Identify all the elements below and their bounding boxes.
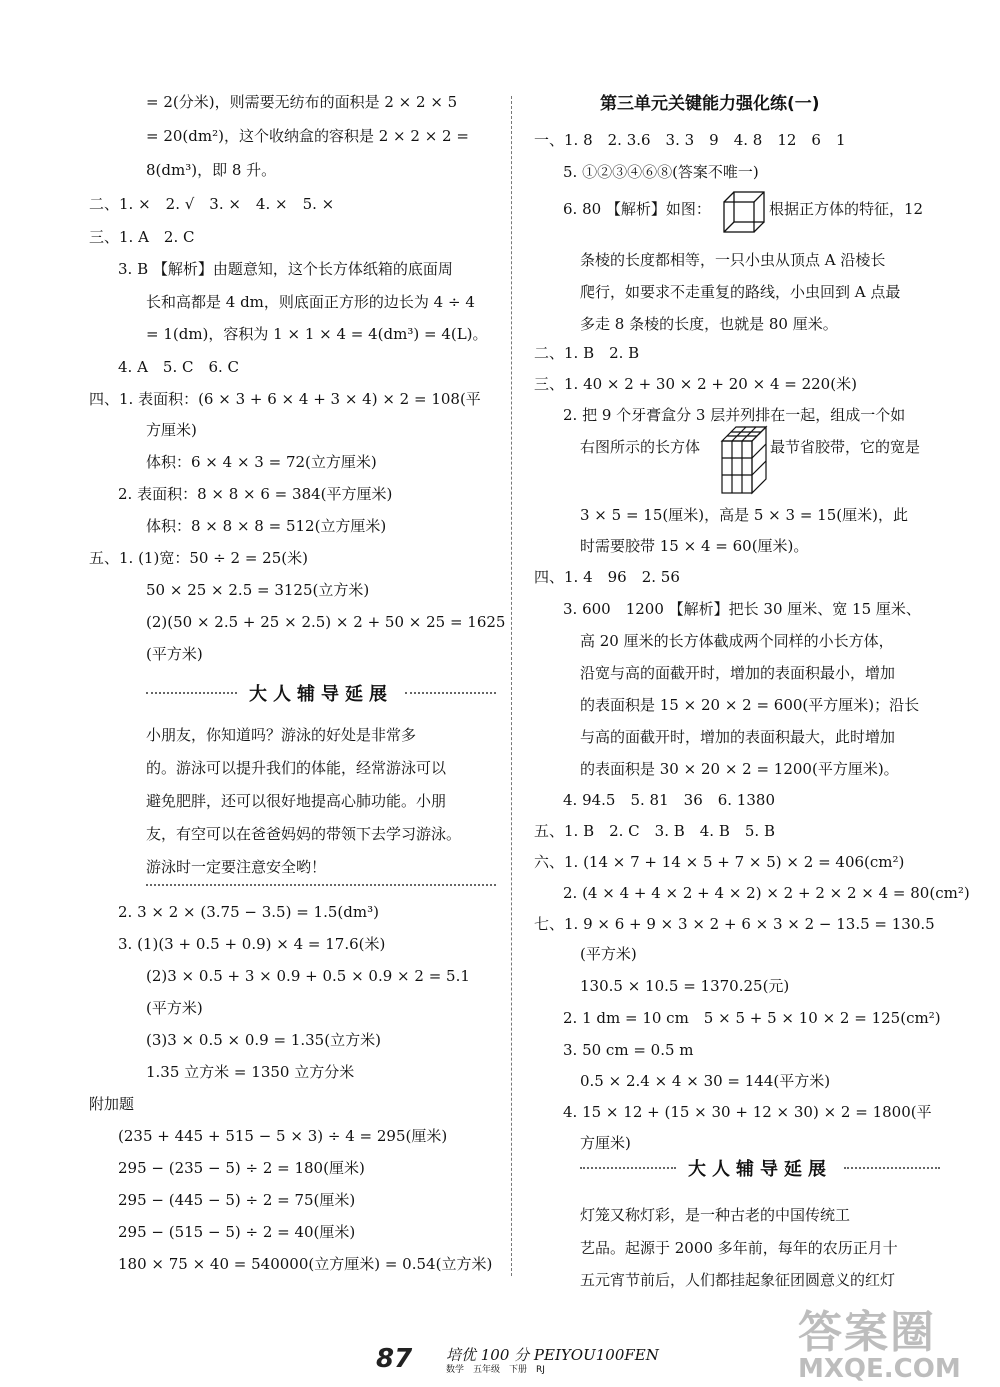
answer-line: (235 + 445 + 515 − 5 × 3) ÷ 4 = 295(厘米)	[118, 1127, 448, 1145]
section-heading-right	[580, 1155, 940, 1181]
answer-line: 五、1. (1)宽：50 ÷ 2 = 25(米)	[89, 549, 308, 567]
answer-line: 高 20 厘米的长方体截成两个同样的小长方体，	[580, 632, 894, 650]
answer-line: 友，有空可以在爸爸妈妈的带领下去学习游泳。	[146, 825, 462, 843]
answer-line: 3. 50 cm = 0.5 m	[563, 1041, 694, 1059]
answer-line: 295 − (235 − 5) ÷ 2 = 180(厘米)	[118, 1159, 365, 1177]
answer-line: 六、1. (14 × 7 + 14 × 5 + 7 × 5) × 2 = 406(cm²)	[534, 853, 905, 871]
answer-line: 根据正方体的特征，12	[769, 200, 924, 218]
answer-line: 4. 94.5 5. 81 36 6. 1380	[563, 791, 775, 809]
cube-figure	[722, 190, 766, 236]
answer-line: 四、1. 4 96 2. 56	[534, 568, 680, 586]
answer-line: 五元宵节前后，人们都挂起象征团圆意义的红灯	[580, 1271, 896, 1289]
answer-line: 的表面积是 30 × 20 × 2 = 1200(平方厘米)。	[580, 760, 899, 778]
answer-line: 2. 1 dm = 10 cm 5 × 5 + 5 × 10 × 2 = 125(cm²)	[563, 1009, 941, 1027]
page-number: 87	[376, 1344, 413, 1374]
answer-line: 体积：8 × 8 × 8 = 512(立方厘米)	[146, 517, 387, 535]
answer-line: 五、1. B 2. C 3. B 4. B 5. B	[534, 822, 775, 840]
answer-line: 四、1. 表面积：(6 × 3 + 6 × 4 + 3 × 4) × 2 = 108(平	[89, 390, 481, 408]
answer-line: 6. 80 【解析】如图：	[563, 200, 711, 218]
answer-line: 130.5 × 10.5 = 1370.25(元)	[580, 977, 790, 995]
answer-line: 50 × 25 × 2.5 = 3125(立方米)	[146, 581, 370, 599]
column-divider	[511, 96, 512, 1276]
answer-line: (平方米)	[146, 645, 203, 663]
answer-line: 5. ①②③④⑥⑧(答案不唯一)	[563, 163, 759, 181]
answer-line: 2. 把 9 个牙膏盒分 3 层并列排在一起，组成一个如	[563, 406, 906, 424]
answer-line: 灯笼又称灯彩，是一种古老的中国传统工	[580, 1206, 851, 1224]
brand-name: 培优 100 分 PEIYOU100FEN	[446, 1346, 659, 1364]
answer-line: 三、1. 40 × 2 + 30 × 2 + 20 × 4 = 220(米)	[534, 375, 857, 393]
answer-line: 1.35 立方米 = 1350 立方分米	[146, 1063, 355, 1081]
section-end-line	[146, 884, 496, 886]
answer-line: 时需要胶带 15 × 4 = 60(厘米)。	[580, 537, 809, 555]
answer-line: 条棱的长度都相等，一只小虫从顶点 A 沿棱长	[580, 251, 886, 269]
answer-line: 多走 8 条棱的长度，也就是 80 厘米。	[580, 315, 838, 333]
answer-line: 的。游泳可以提升我们的体能，经常游泳可以	[146, 759, 447, 777]
answer-line: 方厘米)	[580, 1134, 631, 1152]
answer-line: = 2(分米)，则需要无纺布的面积是 2 × 2 × 5	[146, 93, 458, 111]
unit-title: 第三单元关键能力强化练(一)	[600, 94, 820, 114]
answer-line: 爬行，如要求不走重复的路线，小虫回到 A 点最	[580, 283, 901, 301]
answer-line: 0.5 × 2.4 × 4 × 30 = 144(平方米)	[580, 1072, 831, 1090]
answer-line: 二、1. B 2. B	[534, 344, 640, 362]
answer-line: 2. (4 × 4 + 4 × 2 + 4 × 2) × 2 + 2 × 2 × 4 = 80(cm²)	[563, 884, 970, 902]
answer-line: 方厘米)	[146, 421, 197, 439]
extension-title: 大人辅导延展	[249, 684, 393, 705]
answer-line: 180 × 75 × 40 = 540000(立方厘米) = 0.54(立方米)	[118, 1255, 493, 1273]
answer-line: 七、1. 9 × 6 + 9 × 3 × 2 + 6 × 3 × 2 − 13.5 = 130.5	[534, 915, 935, 933]
answer-line: (2)3 × 0.5 + 3 × 0.9 + 0.5 × 0.9 × 2 = 5.1	[146, 967, 470, 985]
answer-line: 一、1. 8 2. 3.6 3. 3 9 4. 8 12 6 1	[534, 131, 846, 149]
answer-line: 4. A 5. C 6. C	[118, 358, 240, 376]
watermark	[798, 1296, 998, 1386]
answer-line: 295 − (445 − 5) ÷ 2 = 75(厘米)	[118, 1191, 356, 1209]
answer-line: 3. (1)(3 + 0.5 + 0.9) × 4 = 17.6(米)	[118, 935, 386, 953]
answer-line: 的表面积是 15 × 20 × 2 = 600(平方厘米)；沿长	[580, 696, 920, 714]
answer-line: (3)3 × 0.5 × 0.9 = 1.35(立方米)	[146, 1031, 381, 1049]
answer-line: 8(dm³)，即 8 升。	[146, 161, 277, 179]
answer-line: 长和高都是 4 dm，则底面正方形的边长为 4 ÷ 4	[146, 293, 475, 311]
watermark-url: MXQE.COM	[798, 1354, 961, 1384]
answer-line: 体积：6 × 4 × 3 = 72(立方厘米)	[146, 453, 377, 471]
extension-title: 大人辅导延展	[688, 1159, 832, 1180]
answer-line: 避免肥胖，还可以很好地提高心肺功能。小朋	[146, 792, 447, 810]
answer-line: 295 − (515 − 5) ÷ 2 = 40(厘米)	[118, 1223, 356, 1241]
answer-line: = 20(dm²)，这个收纳盒的容积是 2 × 2 × 2 =	[146, 127, 469, 145]
answer-line: 艺品。起源于 2000 多年前，每年的农历正月十	[580, 1239, 898, 1257]
book-info: 数学 五年级 下册 RJ	[446, 1365, 545, 1375]
answer-line: 4. 15 × 12 + (15 × 30 + 12 × 30) × 2 = 1800(平	[563, 1103, 932, 1121]
answer-line: 沿宽与高的面截开时，增加的表面积最小，增加	[580, 664, 896, 682]
answer-line: = 1(dm)，容积为 1 × 1 × 4 = 4(dm³) = 4(L)。	[146, 325, 488, 343]
answer-line: 3. B 【解析】由题意知，这个长方体纸箱的底面周	[118, 260, 453, 278]
answer-line: (平方米)	[580, 945, 637, 963]
answer-line: 与高的面截开时，增加的表面积最大，此时增加	[580, 728, 896, 746]
answer-line: 二、1. × 2. √ 3. × 4. × 5. ×	[89, 195, 335, 213]
box-stack-figure	[720, 425, 768, 497]
section-heading-left	[146, 680, 496, 706]
answer-line: 最节省胶带，它的宽是	[770, 438, 921, 456]
watermark-text: 答案圈	[798, 1307, 936, 1358]
answer-line: 小朋友，你知道吗？游泳的好处是非常多	[146, 726, 417, 744]
answer-line: 游泳时一定要注意安全哟！	[146, 858, 327, 876]
answer-line: 附加题	[89, 1095, 135, 1113]
answer-line: 2. 3 × 2 × (3.75 − 3.5) = 1.5(dm³)	[118, 903, 379, 921]
page-footer	[376, 1340, 676, 1376]
answer-line: (平方米)	[146, 999, 203, 1017]
answer-line: (2)(50 × 2.5 + 25 × 2.5) × 2 + 50 × 25 = 1625	[146, 613, 506, 631]
answer-line: 2. 表面积：8 × 8 × 6 = 384(平方厘米)	[118, 485, 393, 503]
answer-line: 三、1. A 2. C	[89, 228, 195, 246]
answer-line: 右图所示的长方体	[580, 438, 701, 456]
answer-line: 3. 600 1200 【解析】把长 30 厘米、宽 15 厘米、	[563, 600, 921, 618]
answer-line: 3 × 5 = 15(厘米)，高是 5 × 3 = 15(厘米)，此	[580, 506, 908, 524]
